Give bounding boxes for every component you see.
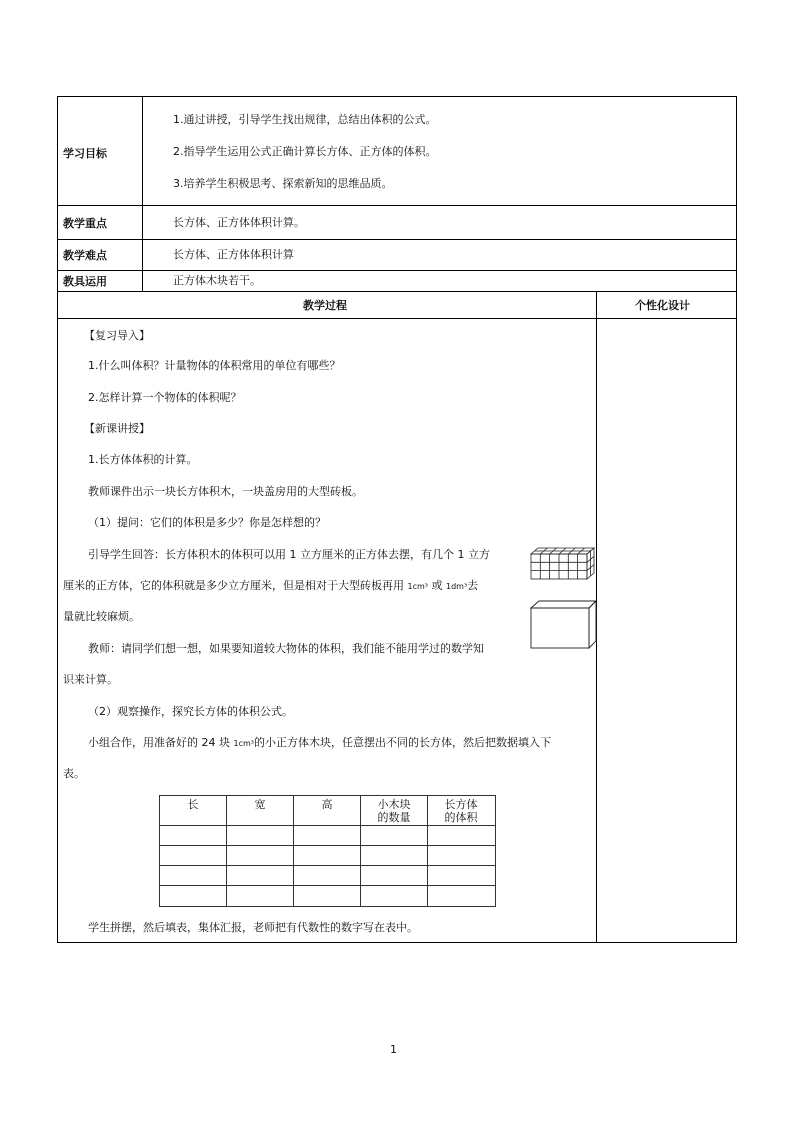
table-border-left [57, 96, 58, 943]
paragraph-6: （2）观察操作，探究长方体的体积公式。 [88, 705, 293, 718]
row-sep-1 [57, 205, 737, 206]
col-line [293, 796, 294, 906]
paragraph-3: （1）提问：它们的体积是多少？你是怎样想的？ [88, 516, 326, 529]
row-line [160, 885, 495, 886]
paragraph-7-line-2: 表。 [63, 767, 85, 780]
key-point-label: 教学重点 [63, 217, 107, 230]
tools-label: 教具运用 [63, 275, 107, 288]
paragraph-5-line-1: 教师：请同学们想一想，如果要知道较大物体的体积，我们能不能用学过的数学知 [88, 642, 484, 655]
unit-cm3: 1cm³ [407, 582, 428, 591]
header-cuboid-volume: 长方体 的体积 [444, 798, 478, 824]
paragraph-2: 教师课件出示一块长方体积木，一块盖房用的大型砖板。 [88, 485, 363, 498]
row-sep-4 [57, 291, 737, 292]
cube-blocks-illustration [530, 547, 598, 581]
process-header: 教学过程 [303, 299, 347, 312]
paragraph-4-line-2-text: 厘米的正方体，它的体积就是多少立方厘米，但是相对于大型砖板再用 [63, 579, 408, 592]
objective-item-2: 2.指导学生运用公式正确计算长方体、正方体的体积。 [173, 145, 437, 158]
row-sep-2 [57, 239, 737, 240]
review-question-2: 2.怎样计算一个物体的体积呢？ [88, 391, 242, 404]
row-line [160, 865, 495, 866]
page-number: 1 [390, 1043, 397, 1056]
row-sep-5 [57, 318, 737, 319]
objectives-label: 学习目标 [63, 147, 107, 160]
difficulty-label: 教学难点 [63, 249, 107, 262]
row-sep-3 [57, 270, 737, 271]
unit-dm3: 1dm³ [446, 582, 468, 591]
row-line [160, 825, 495, 826]
tools-value: 正方体木块若干。 [173, 274, 261, 287]
label-divider [142, 96, 143, 291]
paragraph-4-line-2-end: 去 [467, 579, 479, 592]
paragraph-1: 1.长方体体积的计算。 [88, 453, 198, 466]
paragraph-7-line-1-a: 小组合作，用准备好的 24 块 [88, 736, 234, 749]
paragraph-7-line-1-b: 的小正方体木块，任意摆出不同的长方体，然后把数据填入下 [254, 736, 551, 749]
brick-slab-illustration [530, 600, 598, 650]
key-point-value: 长方体、正方体体积计算。 [173, 216, 305, 229]
table-border-top [57, 96, 737, 97]
paragraph-7-line-1 [88, 736, 551, 751]
objective-item-1: 1.通过讲授，引导学生找出规律，总结出体积的公式。 [173, 113, 437, 126]
table-border-right [736, 96, 737, 943]
row-line [160, 845, 495, 846]
review-question-1: 1.什么叫体积？计量物体的体积常用的单位有哪些？ [88, 359, 341, 372]
table-border-bottom [57, 942, 737, 943]
new-lesson-title: 【新课讲授】 [84, 422, 150, 435]
header-length: 长 [187, 798, 199, 811]
objective-item-3: 3.培养学生积极思考、探索新知的思维品质。 [173, 177, 393, 190]
or-word: 或 [428, 579, 446, 592]
col-line [226, 796, 227, 906]
personal-header: 个性化设计 [635, 299, 690, 312]
review-title: 【复习导入】 [84, 329, 150, 342]
paragraph-4-line-3: 量就比较麻烦。 [63, 610, 140, 623]
data-entry-table [159, 795, 496, 907]
header-block-count: 小木块 的数量 [377, 798, 411, 824]
header-height: 高 [321, 798, 333, 811]
header-width: 宽 [254, 798, 266, 811]
paragraph-4-line-1: 引导学生回答：长方体积木的体积可以用 1 立方厘米的正方体去摆，有几个 1 立方 [88, 548, 490, 561]
unit-cm3-2: 1cm³ [233, 739, 254, 748]
difficulty-value: 长方体、正方体体积计算 [173, 248, 294, 261]
paragraph-8: 学生拼摆，然后填表，集体汇报，老师把有代数性的数字写在表中。 [88, 921, 418, 934]
paragraph-4-line-2 [63, 579, 478, 594]
paragraph-5-line-2: 识来计算。 [63, 673, 118, 686]
